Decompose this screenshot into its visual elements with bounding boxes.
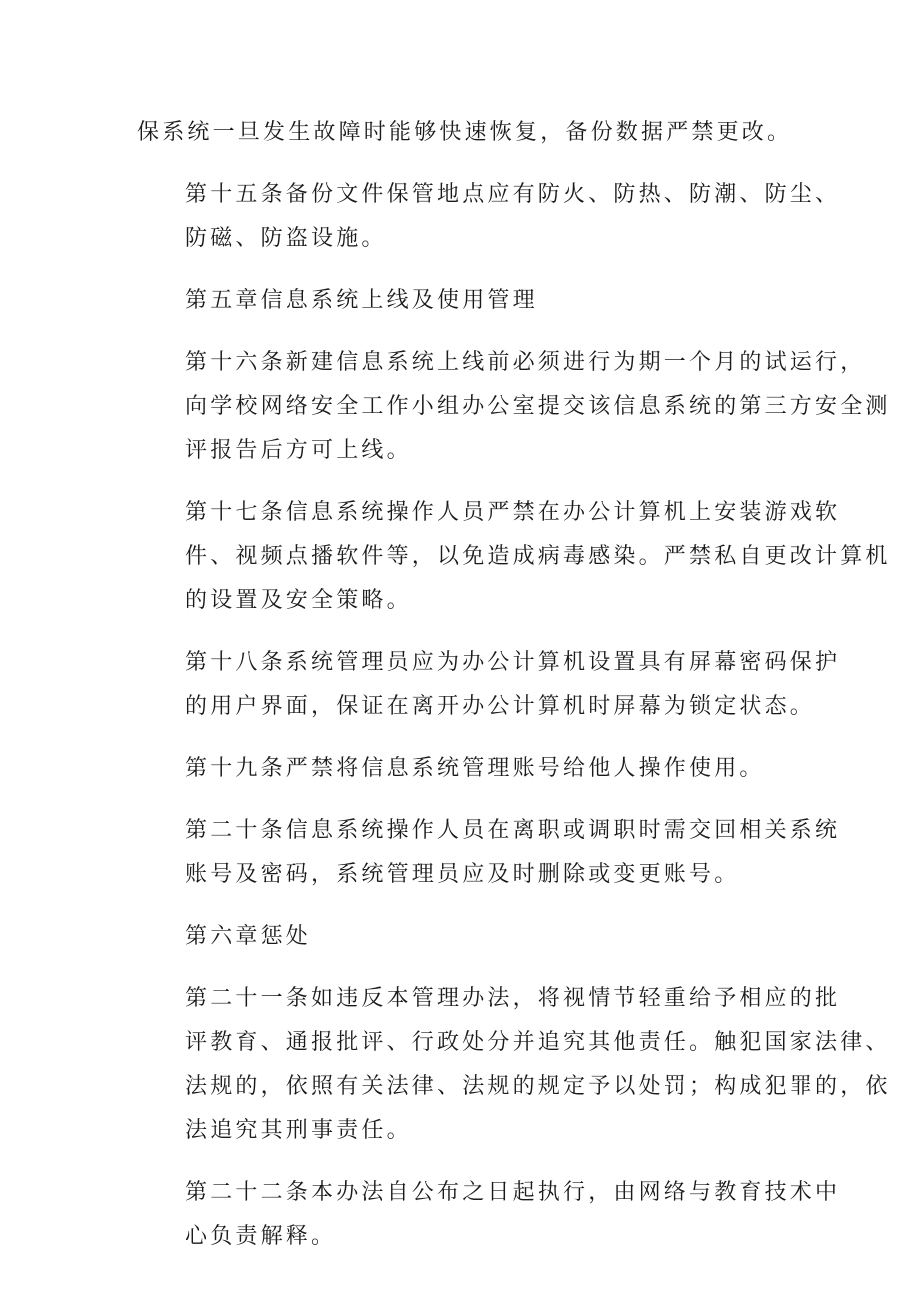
text-line: 第十九条严禁将信息系统管理账号给他人操作使用。 bbox=[185, 756, 765, 781]
text-line: 第十六条新建信息系统上线前必须进行为期一个月的试运行， bbox=[185, 350, 866, 375]
text-line: 件、视频点播软件等，以免造成病毒感染。严禁私自更改计算机 bbox=[185, 544, 891, 569]
chapter-5-heading bbox=[137, 279, 789, 323]
text-line: 的设置及安全策略。 bbox=[185, 588, 412, 613]
text-line: 第十七条信息系统操作人员严禁在办公计算机上安装游戏软 bbox=[185, 500, 841, 525]
text-line: 第二十二条本办法自公布之日起执行，由网络与教育技术中 bbox=[185, 1180, 841, 1205]
article-15 bbox=[137, 173, 841, 261]
document-page bbox=[137, 111, 891, 1277]
chapter-6-heading bbox=[137, 915, 789, 959]
article-18 bbox=[137, 641, 841, 729]
text-line: 的用户界面，保证在离开办公计算机时屏幕为锁定状态。 bbox=[185, 694, 816, 719]
article-19 bbox=[137, 747, 789, 791]
text-line: 保系统一旦发生故障时能够快速恢复，备份数据严禁更改。 bbox=[137, 120, 793, 145]
text-line: 法规的，依照有关法律、法规的规定予以处罚；构成犯罪的，依 bbox=[185, 1074, 891, 1099]
text-line: 第十五条备份文件保管地点应有防火、防热、防潮、防尘、 bbox=[185, 182, 841, 207]
paragraph-backup-continuation bbox=[137, 111, 793, 155]
text-line: 第二十一条如违反本管理办法，将视情节轻重给予相应的批 bbox=[185, 986, 841, 1011]
text-line: 第十八条系统管理员应为办公计算机设置具有屏幕密码保护 bbox=[185, 650, 841, 675]
article-21 bbox=[137, 977, 891, 1153]
text-line: 防磁、防盗设施。 bbox=[185, 226, 387, 251]
text-line: 向学校网络安全工作小组办公室提交该信息系统的第三方安全测 bbox=[185, 394, 891, 419]
text-line: 评教育、通报批评、行政处分并追究其他责任。触犯国家法律、 bbox=[185, 1030, 891, 1055]
text-line: 心负责解释。 bbox=[185, 1224, 337, 1249]
article-16 bbox=[137, 341, 891, 473]
text-line: 账号及密码，系统管理员应及时删除或变更账号。 bbox=[185, 862, 740, 887]
text-line: 第六章惩处 bbox=[185, 924, 312, 949]
article-20 bbox=[137, 809, 841, 897]
text-line: 评报告后方可上线。 bbox=[185, 438, 412, 463]
text-line: 第二十条信息系统操作人员在离职或调职时需交回相关系统 bbox=[185, 818, 841, 843]
article-17 bbox=[137, 491, 891, 623]
article-22 bbox=[137, 1171, 841, 1259]
text-line: 第五章信息系统上线及使用管理 bbox=[185, 288, 538, 313]
text-line: 法追究其刑事责任。 bbox=[185, 1118, 412, 1143]
